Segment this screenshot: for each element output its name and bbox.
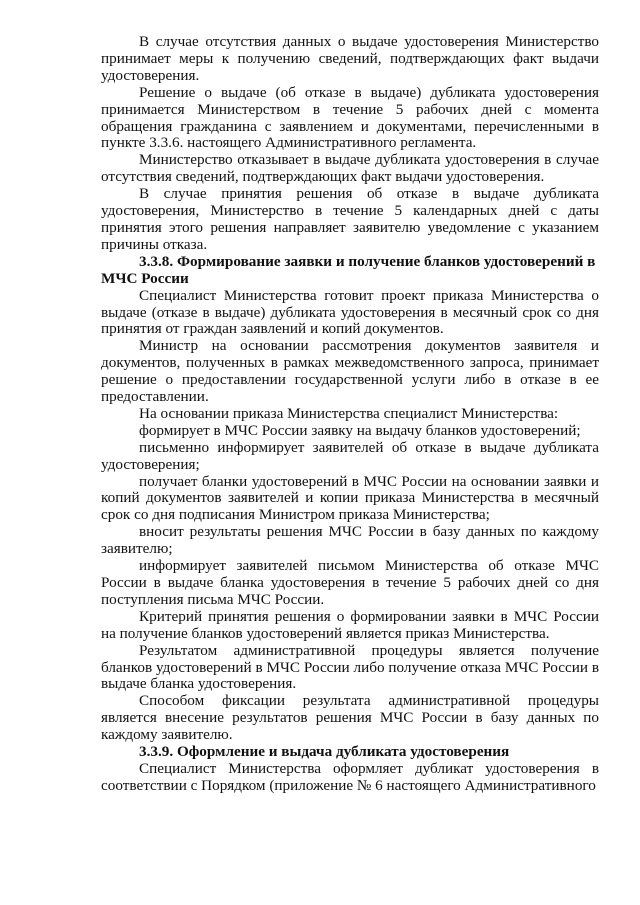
- paragraph-duplicate-issue: Специалист Министерства оформляет дубликат удостоверения в соответствии с Порядком (приложение № 6 настоящего Административного: [101, 759, 599, 794]
- section-heading-3-3-8: 3.3.8. Формирование заявки и получение бланков удостоверений в МЧС России: [101, 252, 596, 287]
- list-item-receive-forms: получает бланки удостоверений в МЧС России на основании заявки и копий документов заявителей и копии приказа Министерства в месячный срок со дня подписания Министром приказа Министерства;: [101, 472, 599, 524]
- paragraph-decision-term: Решение о выдаче (об отказе в выдаче) дубликата удостоверения принимается Министерством в течение 5 рабочих дней с момента обращения гражданина с заявлением и документами, перечисленными в пункте 3.3.6. настоящего Административного регламента.: [101, 83, 599, 152]
- paragraph-refusal-notice: В случае принятия решения об отказе в выдаче дубликата удостоверения, Министерство в течение 5 календарных дней с даты принятия этого решения направляет заявителю уведомление с указанием причины отказа.: [101, 185, 599, 253]
- paragraph-specialist-intro: На основании приказа Министерства специалист Министерства:: [139, 404, 559, 422]
- paragraph-criterion: Критерий принятия решения о формировании заявки в МЧС России на получение бланков удостоверений является приказ Министерства.: [101, 607, 599, 642]
- list-item-inform-letter: информирует заявителей письмом Министерства об отказе МЧС России в выдаче бланка удостоверения в течение 5 рабочих дней со дня поступления письма МЧС России.: [101, 557, 599, 608]
- paragraph-minister-decision: Министр на основании рассмотрения документов заявителя и документов, полученных в рамках межведомственного запроса, принимает решение о предоставлении государственной услуги либо в отказе в ее предоставлении.: [101, 337, 599, 406]
- list-item-database: вносит результаты решения МЧС России в базу данных по каждому заявителю;: [101, 523, 599, 558]
- list-item-written-notice: письменно информирует заявителей об отказе в выдаче дубликата удостоверения;: [101, 438, 599, 473]
- paragraph-order-draft: Специалист Министерства готовит проект приказа Министерства о выдаче (отказе в выдаче) дубликата удостоверения в месячный срок со дня принятия от граждан заявлений и копий документов.: [101, 286, 599, 338]
- document-page: [101, 34, 599, 795]
- paragraph-fixation: Способом фиксации результата административной процедуры является внесение результатов решения МЧС России в базу данных по каждому заявителю.: [101, 692, 599, 744]
- paragraph-refusal: Министерство отказывает в выдаче дубликата удостоверения в случае отсутствия сведений, подтверждающих факт выдачи удостоверения.: [101, 151, 599, 186]
- list-item-application: формирует в МЧС России заявку на выдачу бланков удостоверений;: [139, 421, 581, 439]
- section-heading-3-3-9: 3.3.9. Оформление и выдача дубликата удостоверения: [139, 743, 510, 761]
- paragraph-no-data: В случае отсутствия данных о выдаче удостоверения Министерство принимает меры к получению сведений, подтверждающих факт выдачи удостоверения.: [101, 33, 599, 84]
- paragraph-result: Результатом административной процедуры является получение бланков удостоверений в МЧС России либо получение отказа МЧС России в выдаче бланка удостоверения.: [101, 641, 599, 693]
